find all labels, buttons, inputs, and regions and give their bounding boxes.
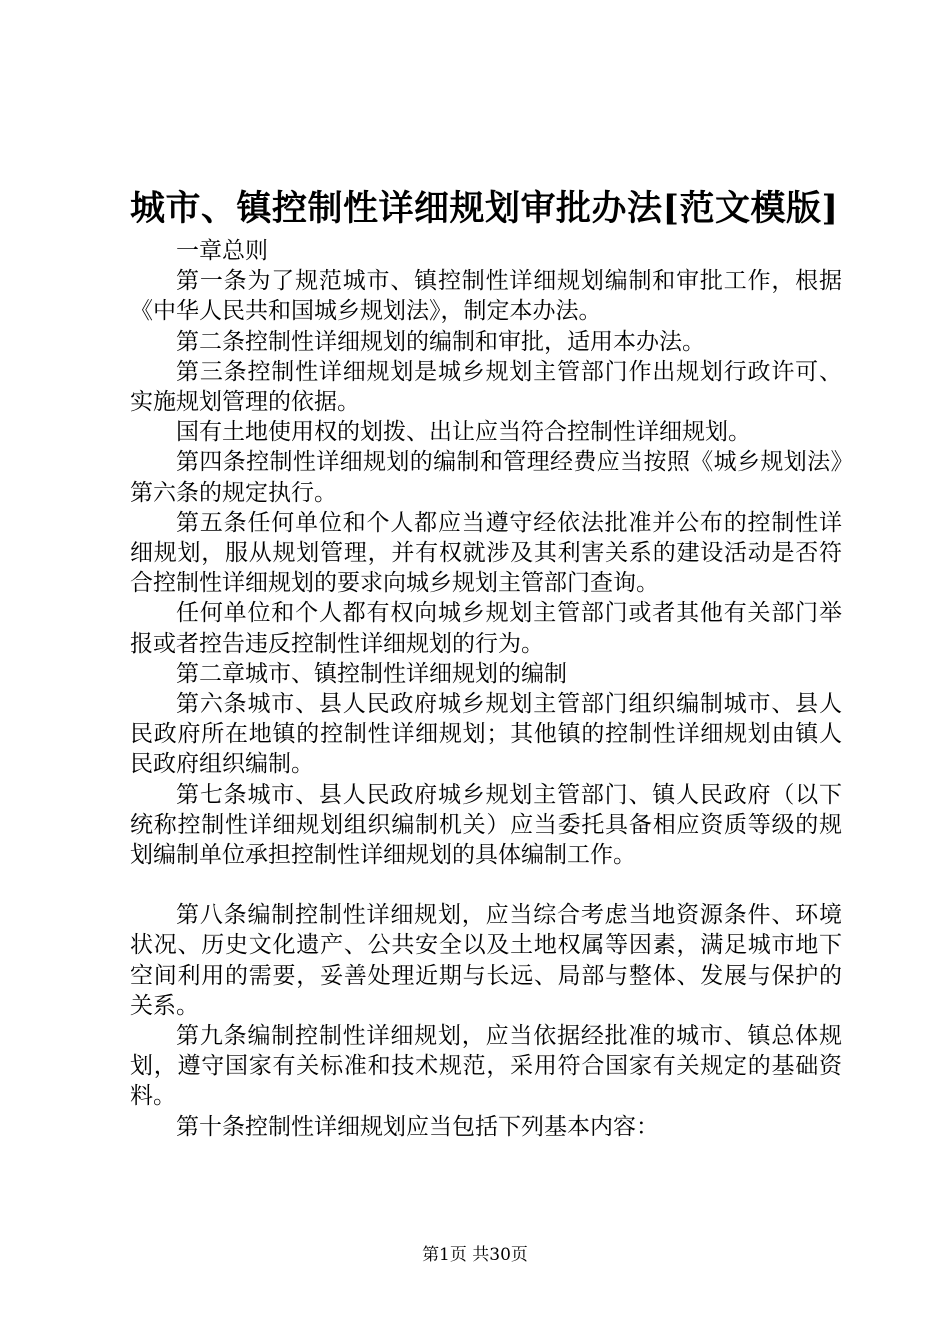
- body-paragraph: 任何单位和个人都有权向城乡规划主管部门或者其他有关部门举报或者控告违反控制性详细规划的行为。: [130, 600, 842, 657]
- document-body: [130, 236, 842, 1142]
- article-paragraph: 第六条城市、县人民政府城乡规划主管部门组织编制城市、县人民政府所在地镇的控制性详细规划；其他镇的控制性详细规划由镇人民政府组织编制。: [130, 691, 842, 778]
- article-paragraph: 第五条任何单位和个人都应当遵守经依法批准并公布的控制性详细规划，服从规划管理，并有权就涉及其利害关系的建设活动是否符合控制性详细规划的要求向城乡规划主管部门查询。: [130, 509, 842, 597]
- article-paragraph: 第十条控制性详细规划应当包括下列基本内容：: [176, 1113, 659, 1140]
- article-paragraph: 第八条编制控制性详细规划，应当综合考虑当地资源条件、环境状况、历史文化遗产、公共安全以及土地权属等因素，满足城市地下空间利用的需要，妥善处理近期与长远、局部与整体、发展与保护的关系。: [130, 902, 842, 1019]
- article-paragraph: 第七条城市、县人民政府城乡规划主管部门、镇人民政府（以下统称控制性详细规划组织编制机关）应当委托具备相应资质等级的规划编制单位承担控制性详细规划的具体编制工作。: [130, 781, 842, 869]
- article-paragraph: 第一条为了规范城市、镇控制性详细规划编制和审批工作，根据《中华人民共和国城乡规划法》，制定本办法。: [130, 268, 842, 325]
- chapter-heading: 第二章城市、镇控制性详细规划的编制: [176, 660, 567, 687]
- document-title: 城市、镇控制性详细规划审批办法[范文模版]: [130, 188, 839, 229]
- article-paragraph: 第三条控制性详细规划是城乡规划主管部门作出规划行政许可、实施规划管理的依据。: [130, 358, 842, 416]
- article-paragraph: 第九条编制控制性详细规划，应当依据经批准的城市、镇总体规划，遵守国家有关标准和技术规范，采用符合国家有关规定的基础资料。: [130, 1023, 842, 1110]
- body-paragraph: 国有土地使用权的划拨、出让应当符合控制性详细规划。: [176, 419, 751, 446]
- article-paragraph: 第二条控制性详细规划的编制和审批，适用本办法。: [176, 328, 705, 355]
- chapter-heading: 一章总则: [176, 238, 268, 264]
- article-paragraph: 第四条控制性详细规划的编制和管理经费应当按照《城乡规划法》第六条的规定执行。: [130, 449, 842, 506]
- paragraph-gap: [130, 870, 842, 900]
- page-footer: 第1页 共30页: [422, 1245, 528, 1265]
